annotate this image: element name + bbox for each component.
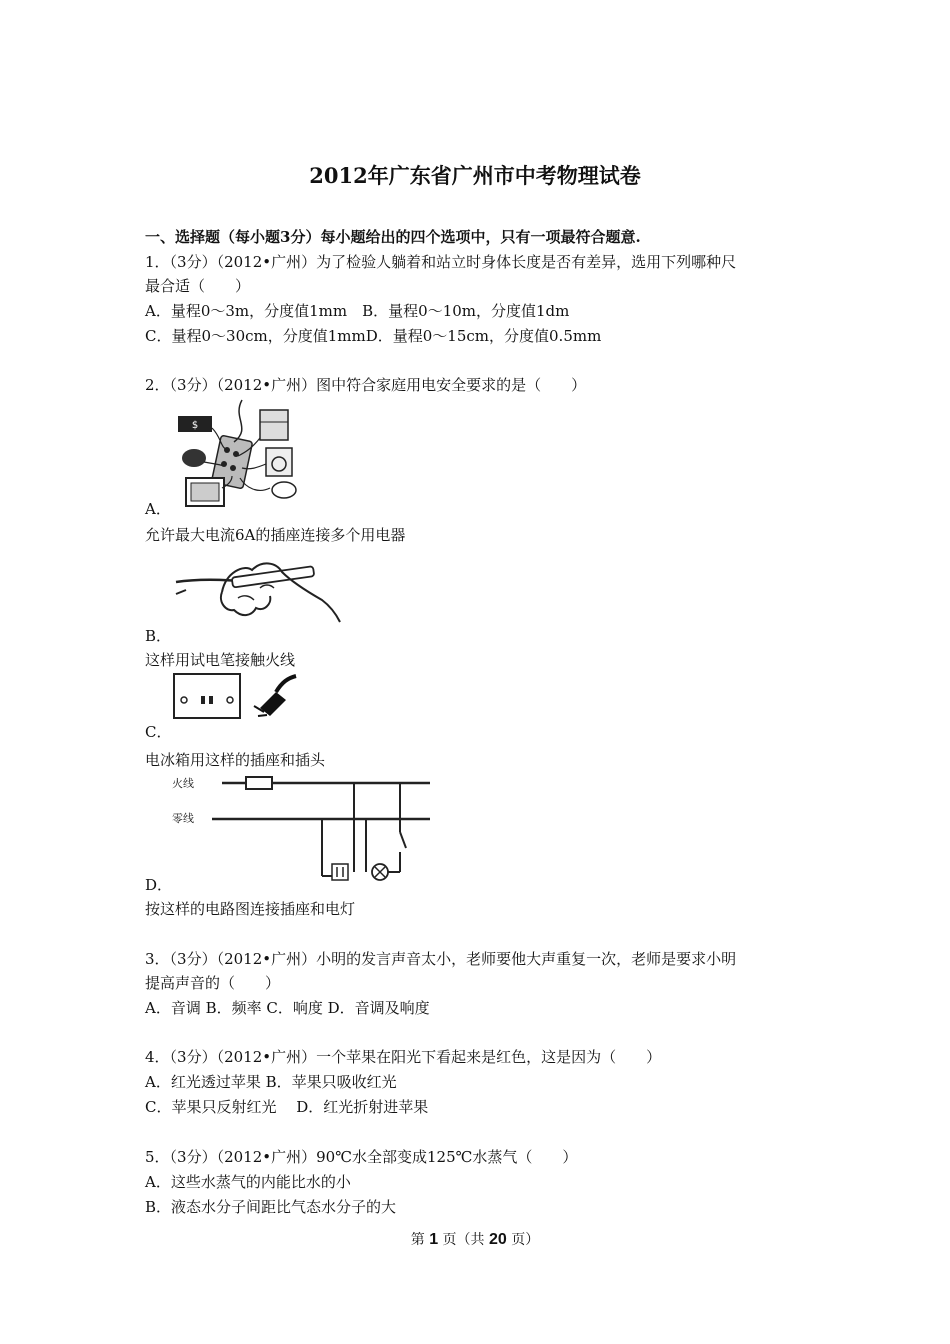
live-wire-label: 火线 (172, 777, 194, 790)
q2-option-c-label: C． (145, 723, 172, 741)
q2-stem: 2．（3分）（2012•广州）图中符合家庭用电安全要求的是（ ） (145, 376, 587, 394)
q5-option-a: A．这些水蒸气的内能比水的小 (145, 1173, 351, 1191)
footer-prefix: 第 (410, 1232, 430, 1248)
q5-stem: 5．（3分）（2012•广州）90℃水全部变成125℃水蒸气（ ） (145, 1148, 578, 1166)
q2-option-b-label: B． (145, 627, 172, 645)
page-title: 2012年广东省广州市中考物理试卷 (309, 163, 641, 188)
section-heading: 一、选择题（每小题3分）每小题给出的四个选项中，只有一项最符合题意. (145, 228, 641, 246)
footer-middle: 页（共 (438, 1232, 489, 1248)
q2-option-d-label: D． (145, 876, 173, 894)
page-footer (0, 1229, 950, 1249)
page-number: 1 (429, 1231, 439, 1248)
test-pencil-hand-figure (172, 552, 342, 632)
q2-option-d-text: 按这样的电路图连接插座和电灯 (145, 900, 356, 918)
q1-stem-line2: 最合适（ ） (145, 277, 251, 295)
wiring-circuit-diagram (172, 772, 437, 882)
neutral-wire-label: 零线 (172, 812, 194, 825)
svg-text:$: $ (191, 420, 199, 431)
q1-stem-line1: 1．（3分）（2012•广州）为了检验人躺着和站立时身体长度是否有差异，选用下列哪种尺 (145, 253, 737, 271)
q1-options-ab: A．量程0～3m，分度值1mm B．量程0～10m，分度值1dm (145, 302, 570, 320)
q1-options-cd: C．量程0～30cm，分度值1mmD．量程0～15cm，分度值0.5mm (145, 327, 602, 345)
q4-options-cd: C．苹果只反射红光 D．红光折射进苹果 (145, 1098, 429, 1116)
footer-suffix: 页） (506, 1232, 540, 1248)
q4-stem: 4．（3分）（2012•广州）一个苹果在阳光下看起来是红色，这是因为（ ） (145, 1048, 662, 1066)
q2-option-a-text: 允许最大电流6A的插座连接多个用电器 (145, 526, 406, 544)
q2-option-a-label: A． (145, 500, 171, 518)
q3-options: A．音调 B．频率 C．响度 D．音调及响度 (145, 999, 430, 1017)
overloaded-socket-figure (172, 398, 322, 508)
q3-stem-line1: 3．（3分）（2012•广州）小明的发言声音太小，老师要他大声重复一次，老师是要求小明 (145, 950, 737, 968)
two-pin-socket-plug-figure (172, 672, 312, 722)
q2-option-b-text: 这样用试电笔接触火线 (145, 651, 296, 669)
q5-option-b: B．液态水分子间距比气态水分子的大 (145, 1198, 397, 1216)
total-pages: 20 (489, 1231, 507, 1248)
q2-option-c-text: 电冰箱用这样的插座和插头 (145, 751, 326, 769)
q4-options-ab: A．红光透过苹果 B．苹果只吸收红光 (145, 1073, 397, 1091)
q3-stem-line2: 提高声音的（ ） (145, 974, 281, 992)
